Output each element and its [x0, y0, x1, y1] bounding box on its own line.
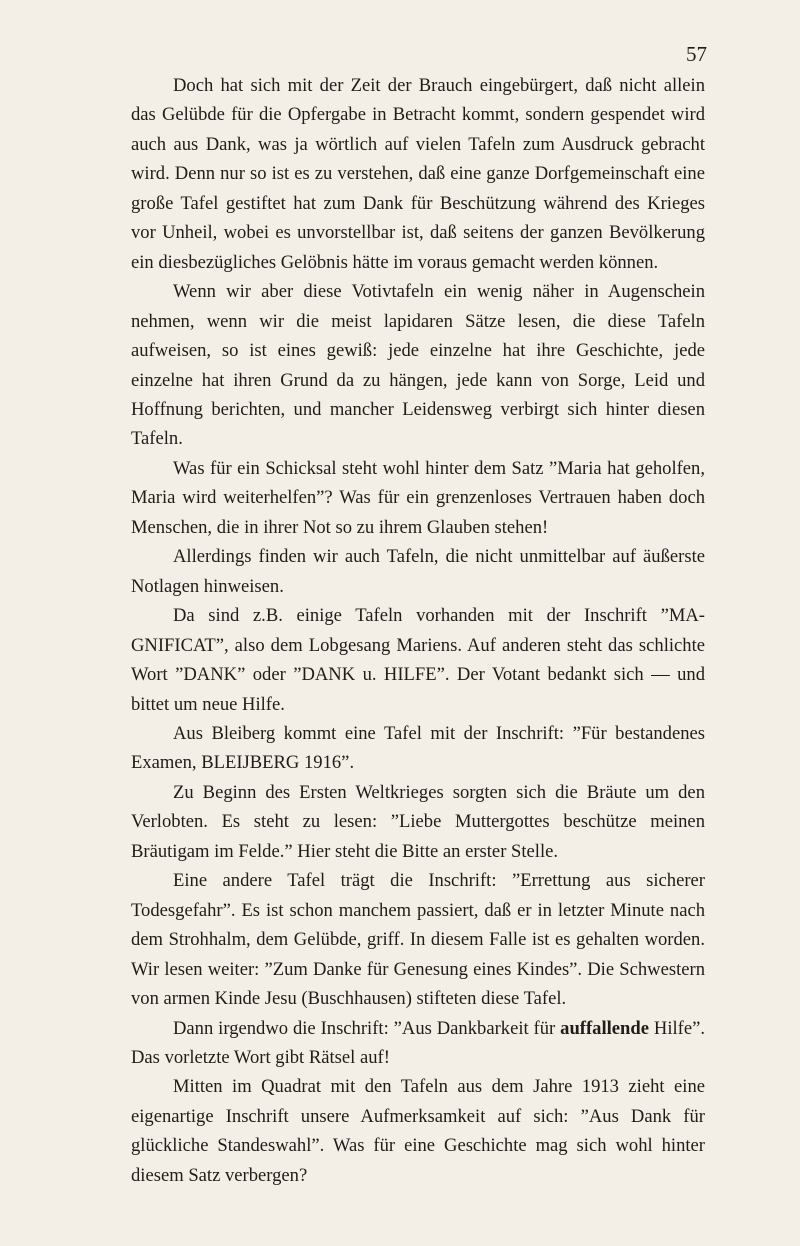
paragraph: Aus Bleiberg kommt eine Tafel mit der Inschrift: ”Für bestandenes Examen, BLEIJBERG 1916”.: [131, 722, 705, 774]
paragraph-text: Hilfe”. Das vorletzte Wort gibt Rätsel auf!: [131, 1017, 705, 1068]
emphasized-word: auffallende: [560, 1017, 649, 1039]
paragraph: Was für ein Schicksal steht wohl hinter dem Satz ”Maria hat geholfen, Maria wird weiterhelfen”? Was für ein grenzenloses Vertrauen haben doch Menschen, die in ihrer Not so zu ihrem Glauben stehen!: [131, 457, 705, 538]
paragraph: Wenn wir aber diese Votivtafeln ein wenig näher in Augenschein nehmen, wenn wir die meist lapidaren Sätze lesen, die diese Tafeln aufweisen, so ist eines gewiß: jede einzelne hat ihre Geschichte, jede einzelne hat ihren Grund da zu hängen, jede kann von Sorge, Leid und Hoffnung berichten, und mancher Leidensweg verbirgt sich hinter diesen Tafeln.: [131, 281, 705, 450]
paragraph: Doch hat sich mit der Zeit der Brauch eingebürgert, daß nicht allein das Gelübde für die Opfergabe in Betracht kommt, sondern gespendet wird auch aus Dank, was ja wörtlich auf vielen Tafeln zum Ausdruck gebracht wird. Denn nur so ist es zu verstehen, daß eine ganze Dorfgemeinschaft eine große Tafel gestiftet hat zum Dank für Beschützung während des Krieges vor Unheil, wobei es unvorstellbar ist, daß seitens der ganzen Bevölkerung ein diesbezügliches Gelöbnis hätte im voraus gemacht werden können.: [131, 75, 705, 273]
paragraph: [131, 1014, 705, 1073]
page-number: 57: [686, 42, 707, 66]
paragraph: Allerdings finden wir auch Tafeln, die nicht unmittelbar auf äußerste Notlagen hinweisen.: [131, 546, 705, 597]
paragraph-text: Dann irgendwo die Inschrift: ”Aus Dankbarkeit für: [173, 1017, 561, 1039]
paragraph: Zu Beginn des Ersten Weltkrieges sorgten sich die Bräute um den Verlobten. Es steht zu lesen: ”Liebe Muttergottes beschütze meinen Bräutigam im Felde.” Hier steht die Bitte an erster Stelle.: [131, 781, 705, 862]
paragraph: Da sind z.B. einige Tafeln vorhanden mit der Inschrift ”MAGNIFICAT”, also dem Lobgesang Mariens. Auf anderen steht das schlichte Wort ”DANK” oder ”DANK u. HILFE”. Der Votant bedankt sich — und bittet um neue Hilfe.: [131, 605, 705, 715]
body-text: [131, 71, 705, 1190]
paragraph: Mitten im Quadrat mit den Tafeln aus dem Jahre 1913 zieht eine eigenartige Inschrift unsere Aufmerksamkeit auf sich: ”Aus Dank für glückliche Standeswahl”. Was für eine Geschichte mag sich wohl hinter diesem Satz verbergen?: [131, 1076, 705, 1186]
paragraph: Eine andere Tafel trägt die Inschrift: ”Errettung aus sicherer Todesgefahr”. Es ist schon manchem passiert, daß er in letzter Minute nach dem Strohhalm, dem Gelübde, griff. In diesem Falle ist es gehalten worden. Wir lesen weiter: ”Zum Danke für Genesung eines Kindes”. Die Schwestern von armen Kinde Jesu (Buschhausen) stifteten diese Tafel.: [131, 870, 705, 1010]
